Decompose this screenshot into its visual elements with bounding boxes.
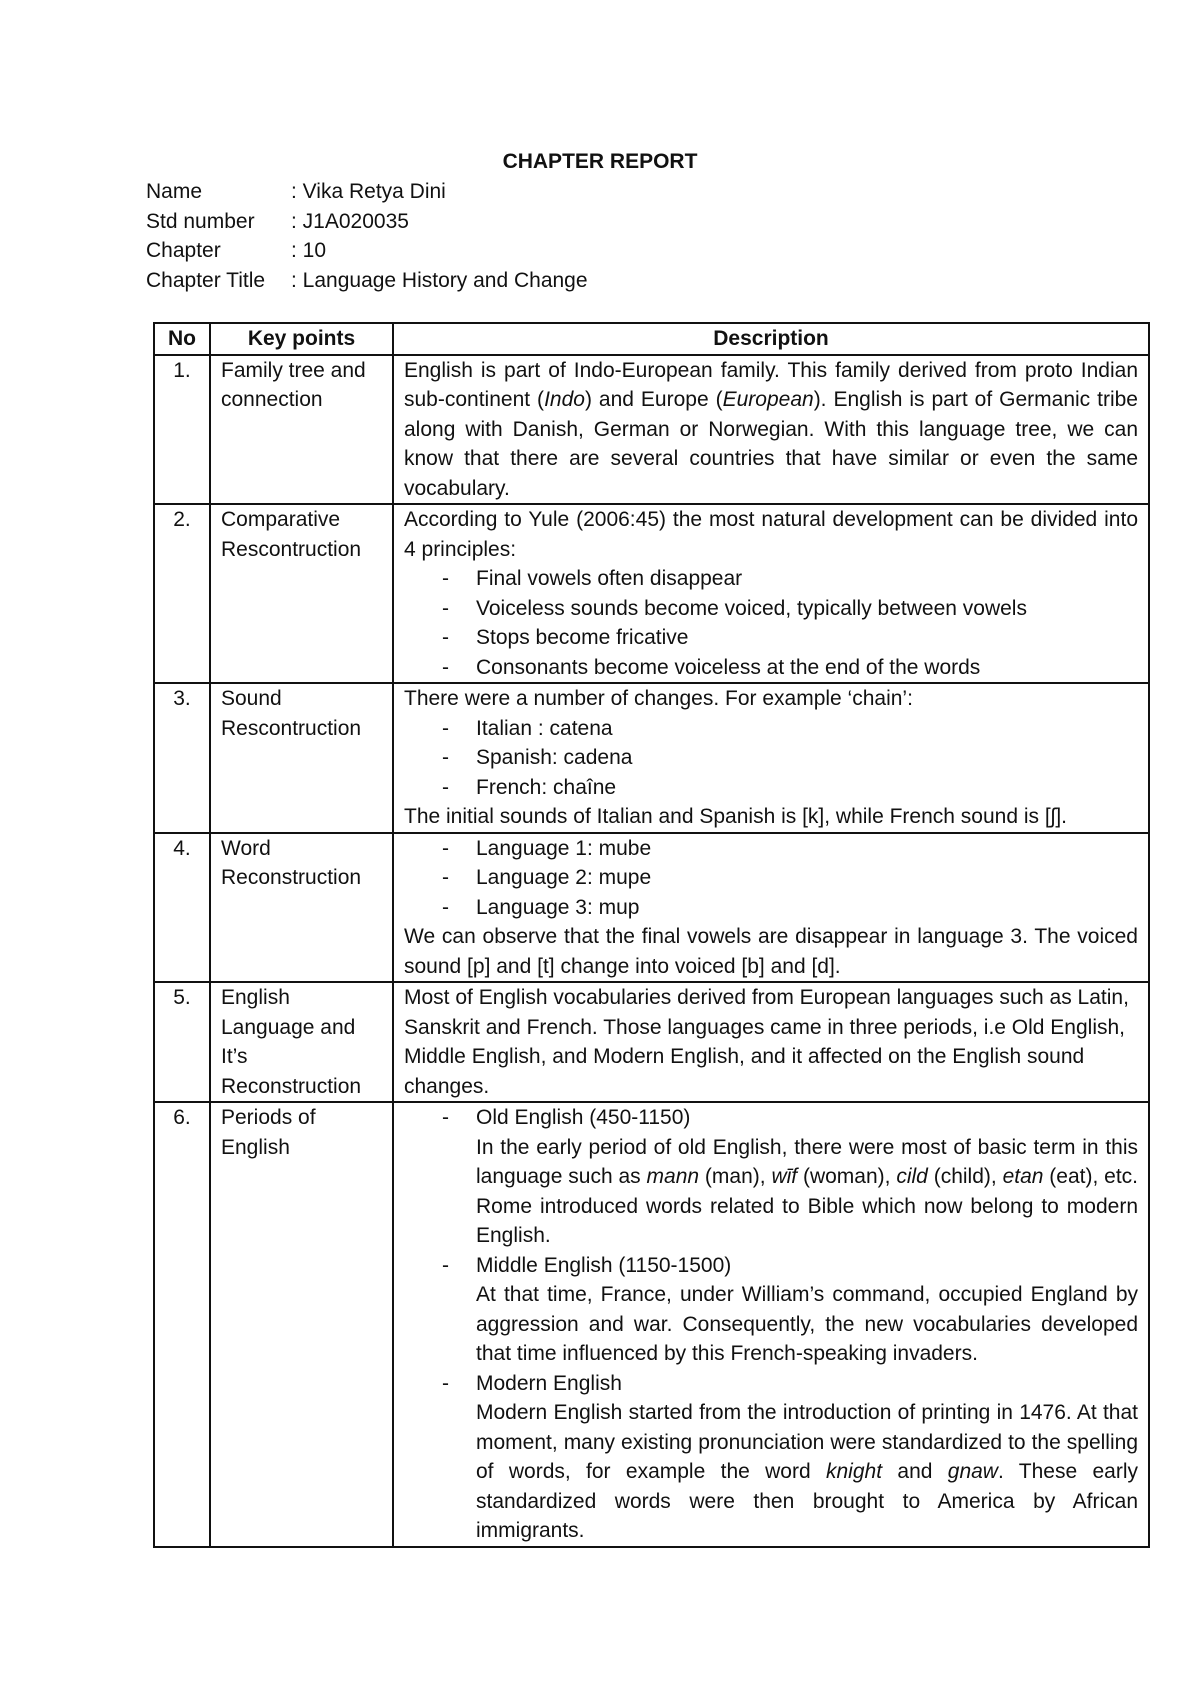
list-item: - Stops become fricative: [442, 626, 689, 649]
row-number: 4.: [154, 833, 210, 983]
list-item: - Language 1: mube: [442, 836, 652, 860]
languages-list: [404, 834, 1138, 923]
header-description: Description: [393, 323, 1149, 355]
key-point: Word Reconstruction: [210, 833, 393, 983]
desc-text: ) and Europe (: [584, 388, 723, 411]
description: [393, 833, 1149, 983]
table-row: [154, 683, 1149, 833]
description: [393, 683, 1149, 833]
key-point: Periods of English: [210, 1102, 393, 1547]
period-text: Modern English started from the introduction of printing in 1476. At that moment, many existing pronunciation were standardized to the spelling of words, for example the word knight and gnaw. These early standardized words were then brought to America by African immigrants.: [476, 1401, 1138, 1542]
row-number: 1.: [154, 355, 210, 505]
list-item: - Language 2: mupe: [442, 866, 652, 889]
table-row: [154, 833, 1149, 983]
list-item: - Modern English Modern English started from the introduction of printing in 1476. At that moment, many existing pronunciation were standardized to the spelling of words, for example the word knight and gnaw. These early standardized words were then brought to America by African immigrants.: [404, 1369, 1138, 1546]
key-point: Sound Rescontruction: [210, 683, 393, 833]
table-row: [154, 504, 1149, 683]
key-point: Comparative Rescontruction: [210, 504, 393, 683]
description: [393, 504, 1149, 683]
desc-intro: There were a number of changes. For example ‘chain’:: [404, 687, 913, 710]
list-item: - Italian : catena: [442, 716, 613, 740]
list-item: - French: chaîne: [442, 775, 617, 799]
std-number-row: [146, 207, 588, 237]
report-title: CHAPTER REPORT: [502, 150, 698, 173]
report-table: [153, 322, 1150, 1548]
period-text: At that time, France, under William’s command, occupied England by aggression and war. Consequently, the new vocabularies developed that time influenced by this French-speaking invaders.: [476, 1283, 1138, 1365]
name-label: Name: [146, 180, 203, 203]
key-point: English Language and It’s Reconstruction: [210, 982, 393, 1102]
chapter-title-value: : Language History and Change: [291, 268, 588, 292]
chapter-title-label: Chapter Title: [146, 268, 266, 292]
period-title: Old English (450-1150): [476, 1106, 691, 1129]
key-point: Family tree and connection: [210, 355, 393, 505]
list-item: - Final vowels often disappear: [442, 567, 743, 590]
description: [393, 1102, 1149, 1547]
row-number: 5.: [154, 982, 210, 1102]
list-item: - Middle English (1150-1500) At that time, France, under William’s command, occupied England by aggression and war. Consequently, the new vocabularies developed that time influenced by this French-speaking invaders.: [404, 1251, 1138, 1369]
chapter-label: Chapter: [146, 239, 221, 262]
period-title: Middle English (1150-1500): [476, 1253, 732, 1277]
table-row: [154, 1102, 1149, 1547]
principles-list: [404, 564, 1138, 682]
desc-intro: According to Yule (2006:45) the most natural development can be divided into 4 principles:: [404, 508, 1138, 561]
list-item: - Language 3: mup: [442, 895, 640, 919]
row-number: 6.: [154, 1102, 210, 1547]
description: Most of English vocabularies derived from European languages such as Latin, Sanskrit and French. Those languages came in three periods, i.e Old English, Middle English, and Modern English, and it affected on the English sound changes.: [393, 982, 1149, 1102]
list-item: - Spanish: cadena: [442, 746, 633, 769]
row-number: 2.: [154, 504, 210, 683]
chapter-row: [146, 236, 588, 266]
list-item: - Old English (450-1150) In the early period of old English, there were most of basic term in this language such as mann (man), wīf (woman), cild (child), etan (eat), etc. Rome introduced words related to Bible which now belong to modern English.: [404, 1103, 1138, 1251]
table-header-row: [154, 323, 1149, 355]
desc-outro: The initial sounds of Italian and Spanish is [k], while French sound is [ʃ].: [404, 805, 1068, 828]
name-value: : Vika Retya Dini: [291, 180, 446, 203]
description: [393, 355, 1149, 505]
period-text: In the early period of old English, there were most of basic term in this language such as mann (man), wīf (woman), cild (child), etan (eat), etc. Rome introduced words related to Bible which now belong to modern English.: [476, 1135, 1139, 1247]
desc-outro: We can observe that the final vowels are disappear in language 3. The voiced sound [p] and [t] change into voiced [b] and [d].: [404, 925, 1138, 978]
desc-italic: Indo: [544, 388, 585, 411]
header-key-points: Key points: [210, 323, 393, 355]
chapter-value: : 10: [291, 239, 327, 262]
table-row: [154, 355, 1149, 505]
desc-text: English is part of Indo-European family. This family derived from proto Indian sub-continent (: [404, 358, 1138, 411]
examples-list: [404, 714, 1138, 803]
row-number: 3.: [154, 683, 210, 833]
desc-italic: European: [722, 388, 814, 411]
student-info: [146, 177, 588, 295]
std-number-label: Std number: [146, 209, 255, 233]
name-row: [146, 177, 588, 207]
period-title: Modern English: [476, 1371, 622, 1395]
list-item: - Voiceless sounds become voiced, typically between vowels: [442, 596, 1027, 620]
table-row: [154, 982, 1149, 1102]
header-no: No: [154, 323, 210, 355]
desc-text: ). English is part of Germanic tribe along with Danish, German or Norwegian. With this language tree, we can know that there are several countries that have similar or even the same vocabulary.: [404, 388, 1138, 500]
chapter-title-row: [146, 266, 588, 296]
std-number-value: : J1A020035: [291, 209, 409, 233]
list-item: - Consonants become voiceless at the end of the words: [442, 655, 981, 679]
periods-list: [404, 1103, 1138, 1546]
